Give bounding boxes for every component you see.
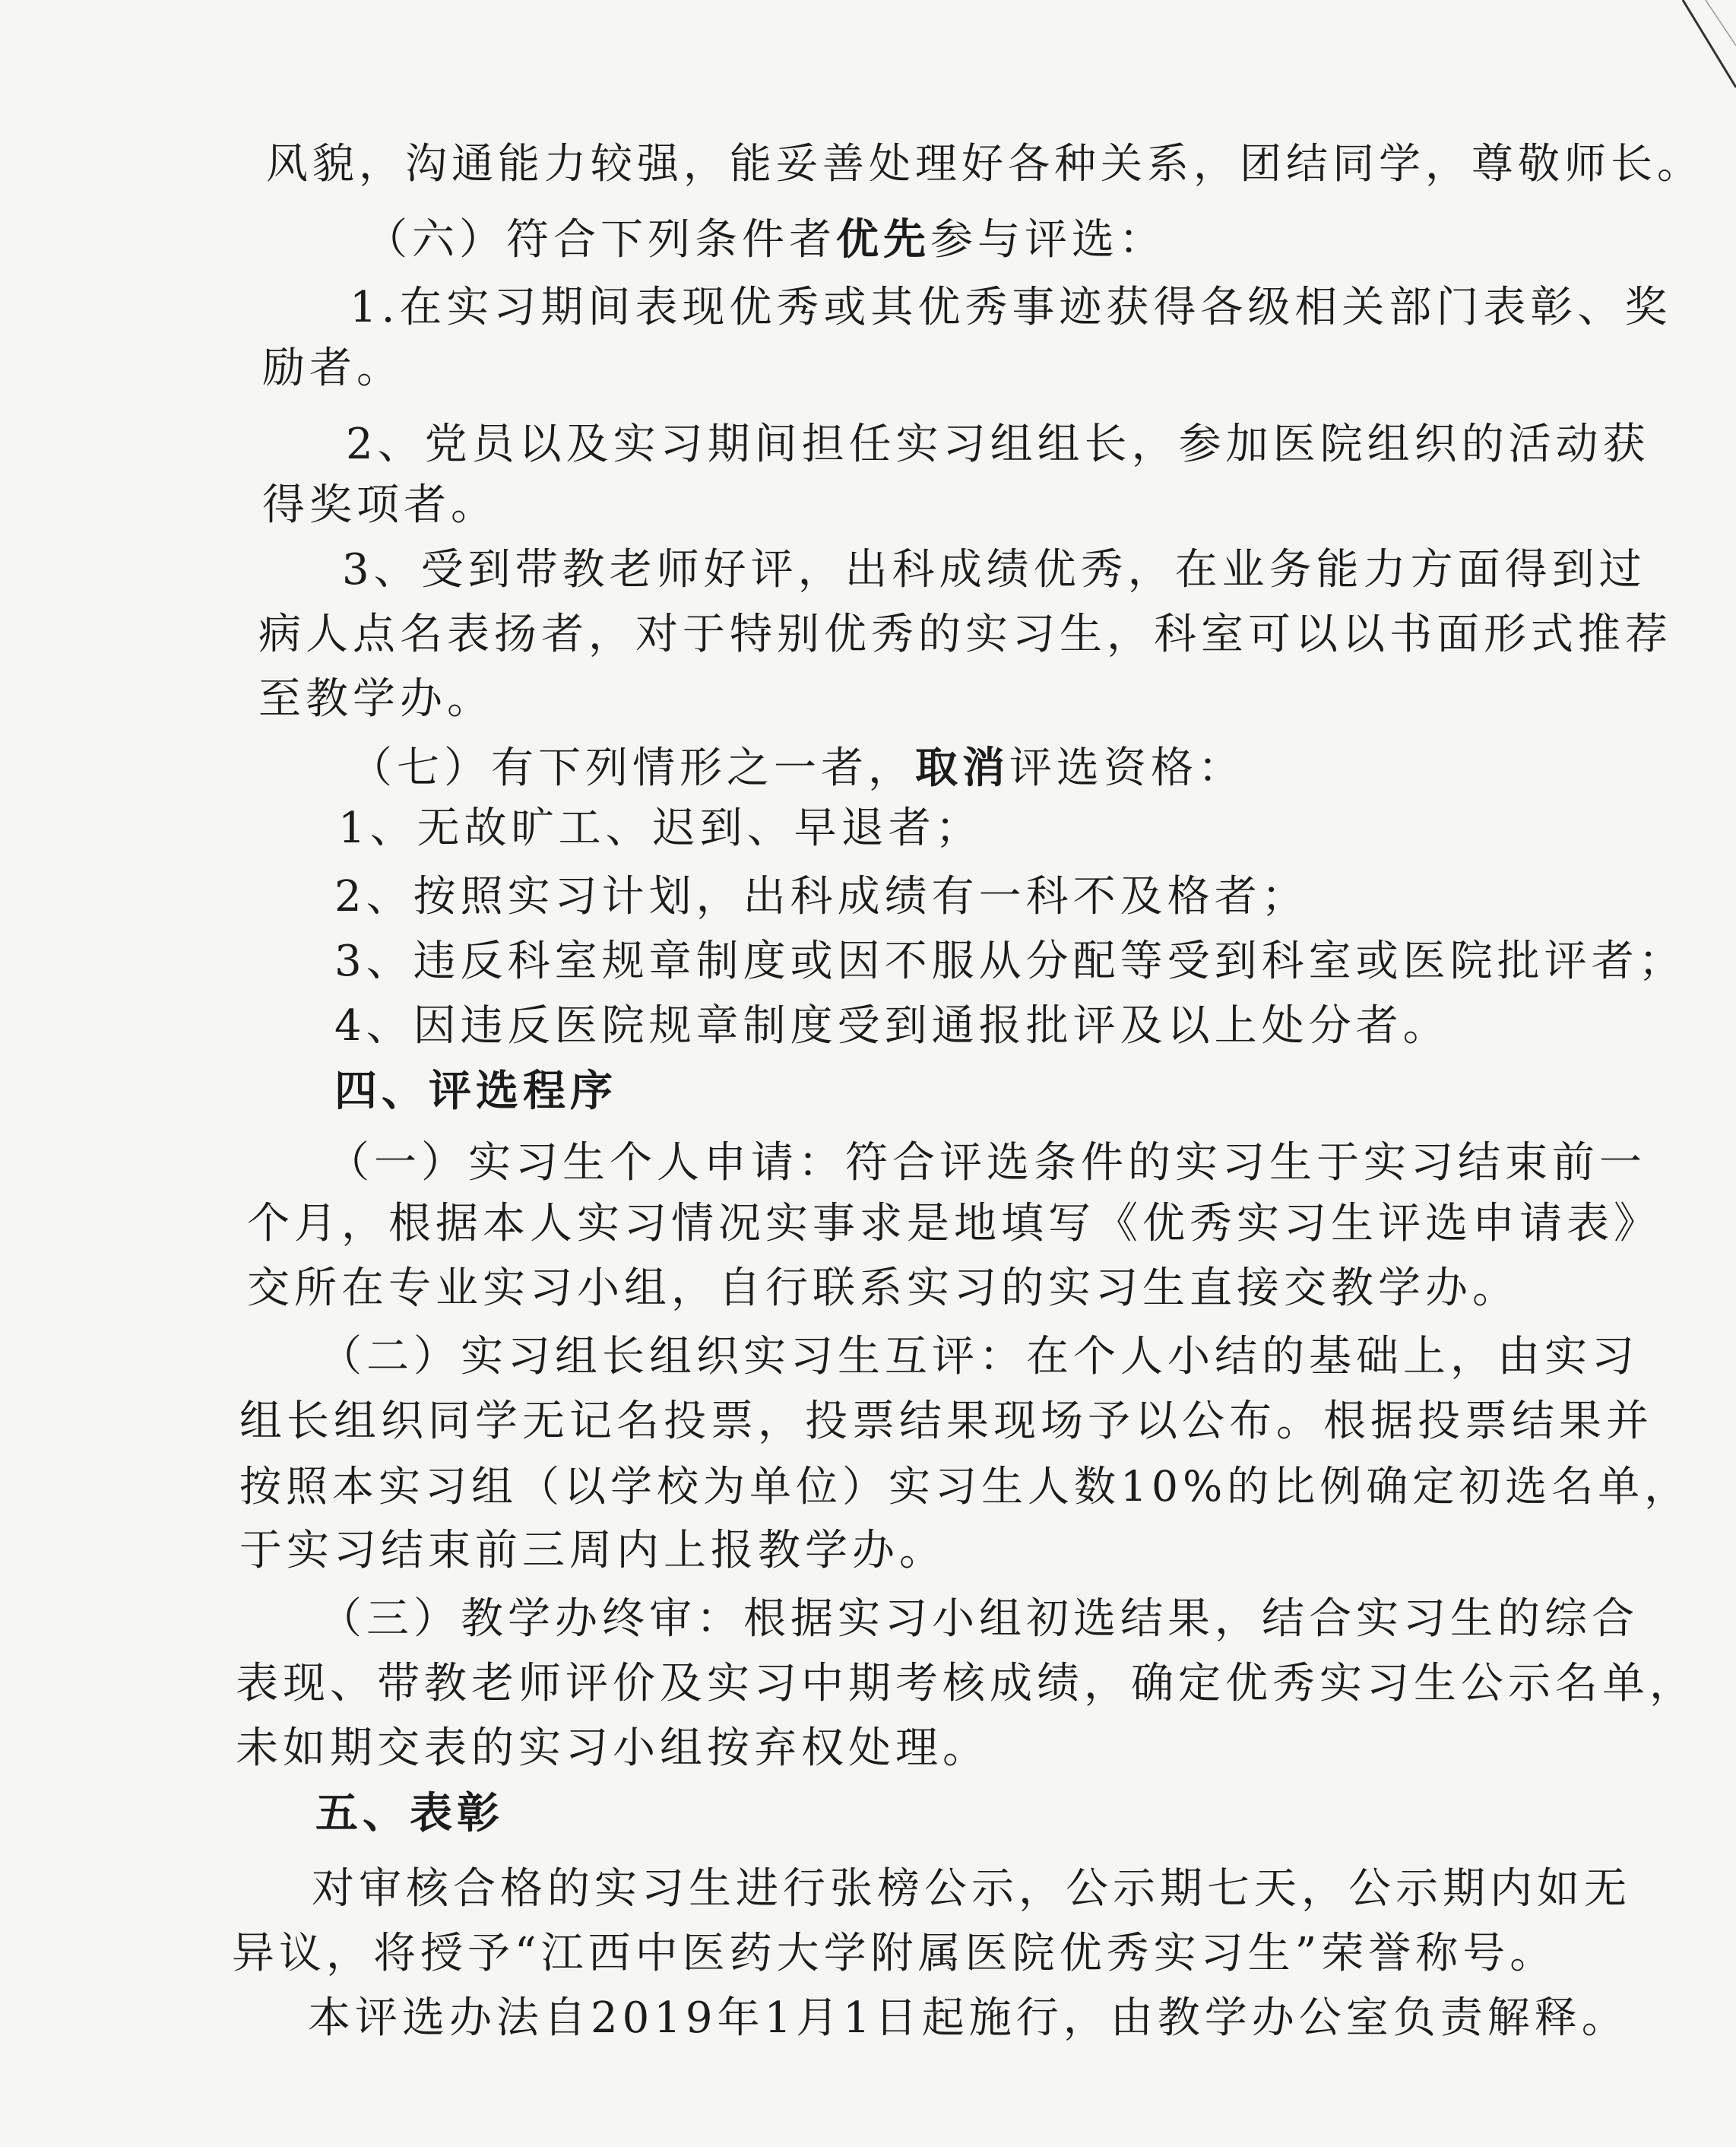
list-item: 4、因违反医院规章制度受到通报批评及以上处分者。 — [334, 1001, 1450, 1051]
heading-text: （七）有下列情形之一者， — [350, 744, 915, 793]
paragraph-line: 组长组织同学无记名投票，投票结果现场予以公布。根据投票结果并 — [239, 1397, 1653, 1446]
list-item: 2、党员以及实习期间担任实习组组长，参加医院组织的活动获 — [346, 420, 1650, 469]
heading-text: （六）符合下列条件者 — [365, 215, 836, 265]
heading-text: 评选资格： — [1009, 744, 1245, 793]
paragraph-line: 本评选办法自2019年1月1日起施行，由教学办公室负责解释。 — [308, 1993, 1629, 2043]
section-heading: 五、表彰 — [315, 1788, 504, 1838]
subsection-heading-6 — [365, 214, 1166, 265]
heading-text: 参与评选： — [930, 215, 1166, 265]
list-item-continuation: 得奖项者。 — [262, 480, 498, 530]
paragraph-line: 表现、带教老师评价及实习中期考核成绩，确定优秀实习生公示名单， — [236, 1659, 1696, 1708]
paragraph-line: （二）实习组长组织实习生互评：在个人小结的基础上，由实习 — [319, 1332, 1639, 1381]
paragraph-line: 按照本实习组（以学校为单位）实习生人数10%的比例确定初选名单， — [239, 1462, 1691, 1511]
list-item: 3、受到带教老师好评，出科成绩优秀，在业务能力方面得到过 — [342, 545, 1646, 595]
paragraph-line: 于实习结束前三周内上报教学办。 — [239, 1526, 946, 1575]
section-heading: 四、评选程序 — [334, 1066, 617, 1116]
list-item-continuation: 至教学办。 — [258, 674, 494, 724]
list-item-continuation: 励者。 — [262, 344, 404, 393]
list-item: 1.在实习期间表现优秀或其优秀事迹获得各级相关部门表彰、奖 — [350, 283, 1672, 332]
paragraph-line: （一）实习生个人申请：符合评选条件的实习生于实习结束前一 — [327, 1138, 1646, 1188]
list-item: 2、按照实习计划，出科成绩有一科不及格者； — [334, 872, 1309, 921]
text-line: 风貌，沟通能力较强，能妥善处理好各种关系，团结同学，尊敬师长。 — [266, 139, 1704, 188]
paragraph-line: （三）教学办终审：根据实习小组初选结果，结合实习生的综合 — [319, 1594, 1639, 1644]
list-item: 3、违反科室规章制度或因不服从分配等受到科室或医院批评者； — [334, 937, 1686, 986]
list-item: 1、无故旷工、迟到、早退者； — [338, 804, 983, 853]
paragraph-line: 对审核合格的实习生进行张榜公示，公示期七天，公示期内如无 — [312, 1864, 1631, 1914]
paragraph-line: 交所在专业实习小组，自行联系实习的实习生直接交教学办。 — [247, 1264, 1519, 1313]
paragraph-line: 异议，将授予“江西中医药大学附属医院优秀实习生”荣誉称号。 — [232, 1929, 1557, 1978]
emphasis-text: 优先 — [836, 214, 930, 265]
emphasis-text: 取消 — [915, 743, 1009, 793]
subsection-heading-7 — [350, 745, 1245, 791]
page-fold-mark — [1592, 0, 1736, 106]
paragraph-line: 未如期交表的实习小组按弃权处理。 — [236, 1724, 990, 1773]
paragraph-line: 个月，根据本人实习情况实事求是地填写《优秀实习生评选申请表》 — [247, 1199, 1661, 1248]
list-item-continuation: 病人点名表扬者，对于特别优秀的实习生，科室可以以书面形式推荐 — [258, 610, 1672, 659]
